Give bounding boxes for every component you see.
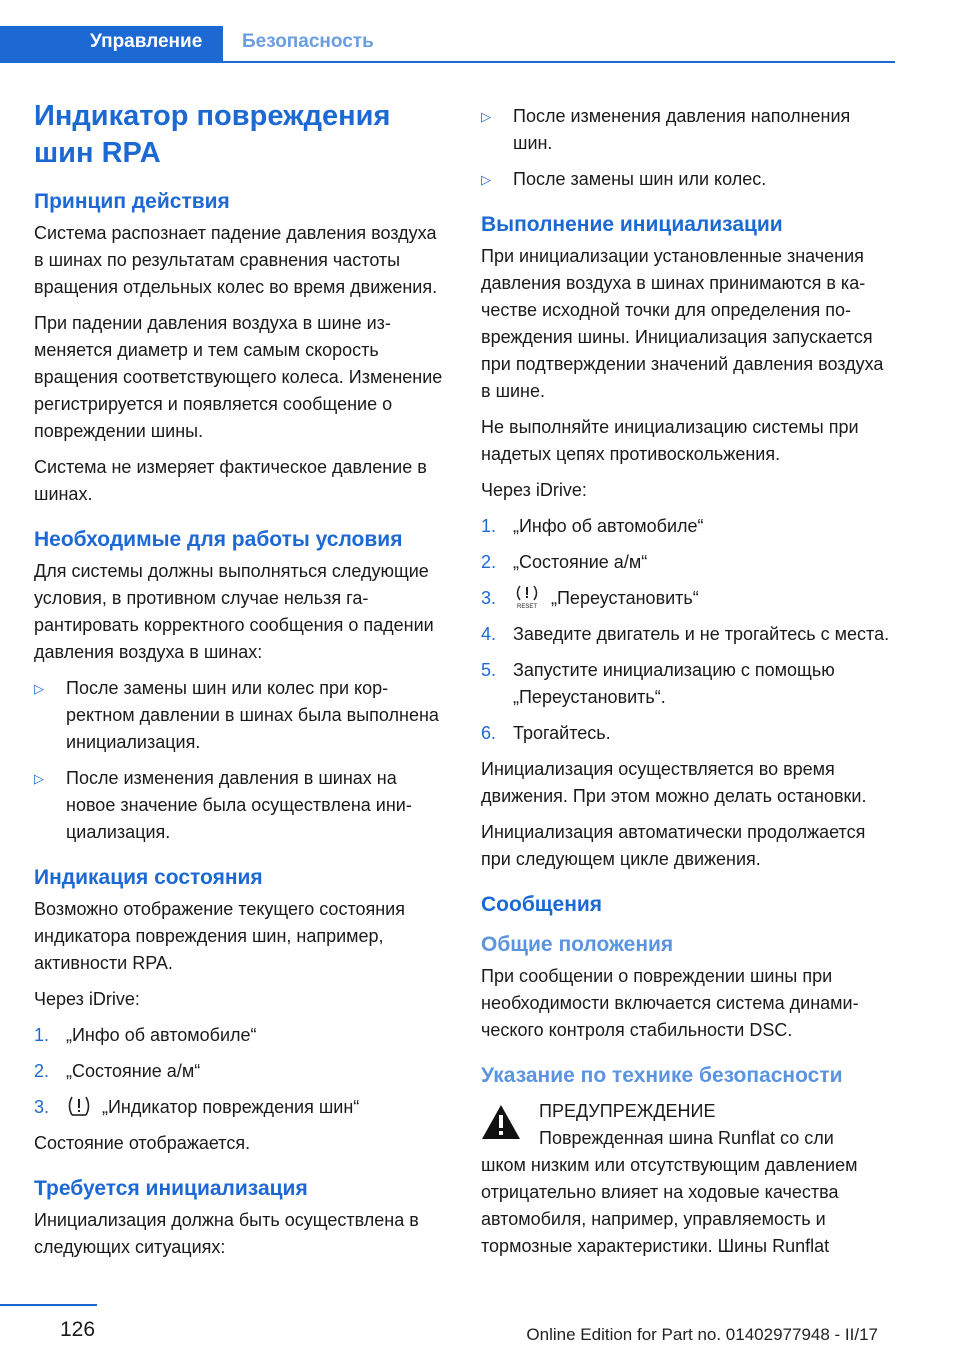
paragraph: Не выполняйте инициализацию системы при надетых цепях противоскольжения. (481, 417, 859, 464)
paragraph: При падении давления воздуха в шине изменяется диаметр и тем самым скорость вращения соответствующего колеса. Изменение регистрируется и появляется сообщение о повреждении шины. (34, 313, 443, 441)
paragraph: Инициализация автоматически продолжается при следующем цикле движения. (481, 822, 866, 869)
section-heading-init-required: Требуется инициализация (34, 1177, 308, 1200)
step-item: 2. „Состояние а/м“ (34, 1061, 201, 1081)
tab-safety[interactable]: Безопасность (242, 31, 374, 52)
header-divider (0, 61, 895, 63)
left-column (34, 98, 446, 1270)
step-item: 6. Трогайтесь. (481, 723, 611, 743)
paragraph: При сообщении о повреждении шины при необходимости включается система динамического контроля стабильности DSC. (481, 966, 859, 1040)
right-column (481, 103, 893, 1269)
paragraph: Возможно отображение текущего состояния индикатора повреждения шин, например, активности RPA. (34, 899, 405, 973)
step-item: 3. RESET „Переустановить“ (481, 585, 893, 612)
svg-text:RESET: RESET (516, 604, 538, 610)
step-item: 3. „Индикатор повреждения шин“ (34, 1097, 360, 1117)
paragraph: Состояние отображается. (34, 1133, 251, 1153)
tire-warning-icon (66, 1095, 92, 1117)
step-item: 4. Заведите двигатель и не трогайтесь с места. (481, 624, 890, 644)
tire-reset-icon (513, 585, 541, 609)
page-number: 126 (60, 1318, 96, 1341)
section-heading-principle: Принцип действия (34, 190, 230, 213)
triangle-bullet-icon: ▷ (481, 109, 491, 124)
triangle-bullet-icon: ▷ (34, 681, 44, 696)
section-heading-conditions: Необходимые для работы условия (34, 528, 403, 551)
subheading-general: Общие положения (481, 933, 674, 956)
warning-block (481, 1098, 893, 1152)
list-item: ▷ После изменения давления наполнения шин. (481, 103, 893, 157)
paragraph: Через iDrive: (34, 989, 140, 1009)
step-item: 2. „Состояние а/м“ (481, 552, 648, 572)
paragraph: Через iDrive: (481, 480, 587, 500)
step-item: 1. „Инфо об автомобиле“ (481, 516, 704, 536)
page-title: Индикатор повреждения шин RPA (34, 100, 391, 169)
warning-triangle-icon (481, 1104, 521, 1140)
paragraph: Система не измеряет фактическое давление в шинах. (34, 457, 427, 504)
paragraph: Инициализация должна быть осуществлена в следующих ситуациях: (34, 1210, 419, 1257)
section-heading-messages: Сообщения (481, 893, 603, 916)
paragraph: При инициализации установленные значения давления воздуха в шинах принимаются в качестве исходной точки для определения повреждения шины. Инициализация запускается при подтверждении значений давления воздуха в шине. (481, 246, 884, 401)
list-item: ▷ После изменения давления в шинах на новое значение была осуществлена инициализация. (34, 765, 446, 846)
list-item: ▷ После замены шин или колес. (481, 166, 893, 193)
triangle-bullet-icon: ▷ (481, 172, 491, 187)
paragraph: Система распознает падение давления воздуха в шинах по результатам сравнения частоты вращения отдельных колес во время движения. (34, 223, 438, 297)
triangle-bullet-icon: ▷ (34, 771, 44, 786)
warning-text: шком низким или отсутствующим давлением отрицательно влияет на ходовые качества автомобиля, например, управляемость и тормозные характеристики. Шины Runflat (481, 1155, 858, 1256)
paragraph: Для системы должны выполняться следующие условия, в противном случае нельзя гарантировать корректного сообщения о падении давления воздуха в шинах: (34, 561, 434, 662)
header-tabs (0, 0, 895, 62)
edition-note: Online Edition for Part no. 01402977948 - II/17 (526, 1325, 878, 1344)
warning-text: Поврежденная шина Runflat со сли (539, 1128, 834, 1148)
paragraph: Инициализация осуществляется во время движения. При этом можно делать остановки. (481, 759, 867, 806)
footer-divider (0, 1304, 97, 1306)
tab-control[interactable]: Управление (0, 26, 223, 61)
section-heading-safety-note: Указание по технике безопасности (481, 1064, 843, 1087)
section-heading-perform-init: Выполнение инициализации (481, 213, 783, 236)
list-item: ▷ После замены шин или колес при корректном давлении в шинах была выполнена инициализация. (34, 675, 446, 756)
step-item: 1. „Инфо об автомобиле“ (34, 1025, 257, 1045)
section-heading-status: Индикация состояния (34, 866, 263, 889)
step-item: 5. Запустите инициализацию с помощью „Переустановить“. (481, 660, 835, 707)
warning-title: ПРЕДУПРЕЖДЕНИЕ (539, 1101, 716, 1121)
